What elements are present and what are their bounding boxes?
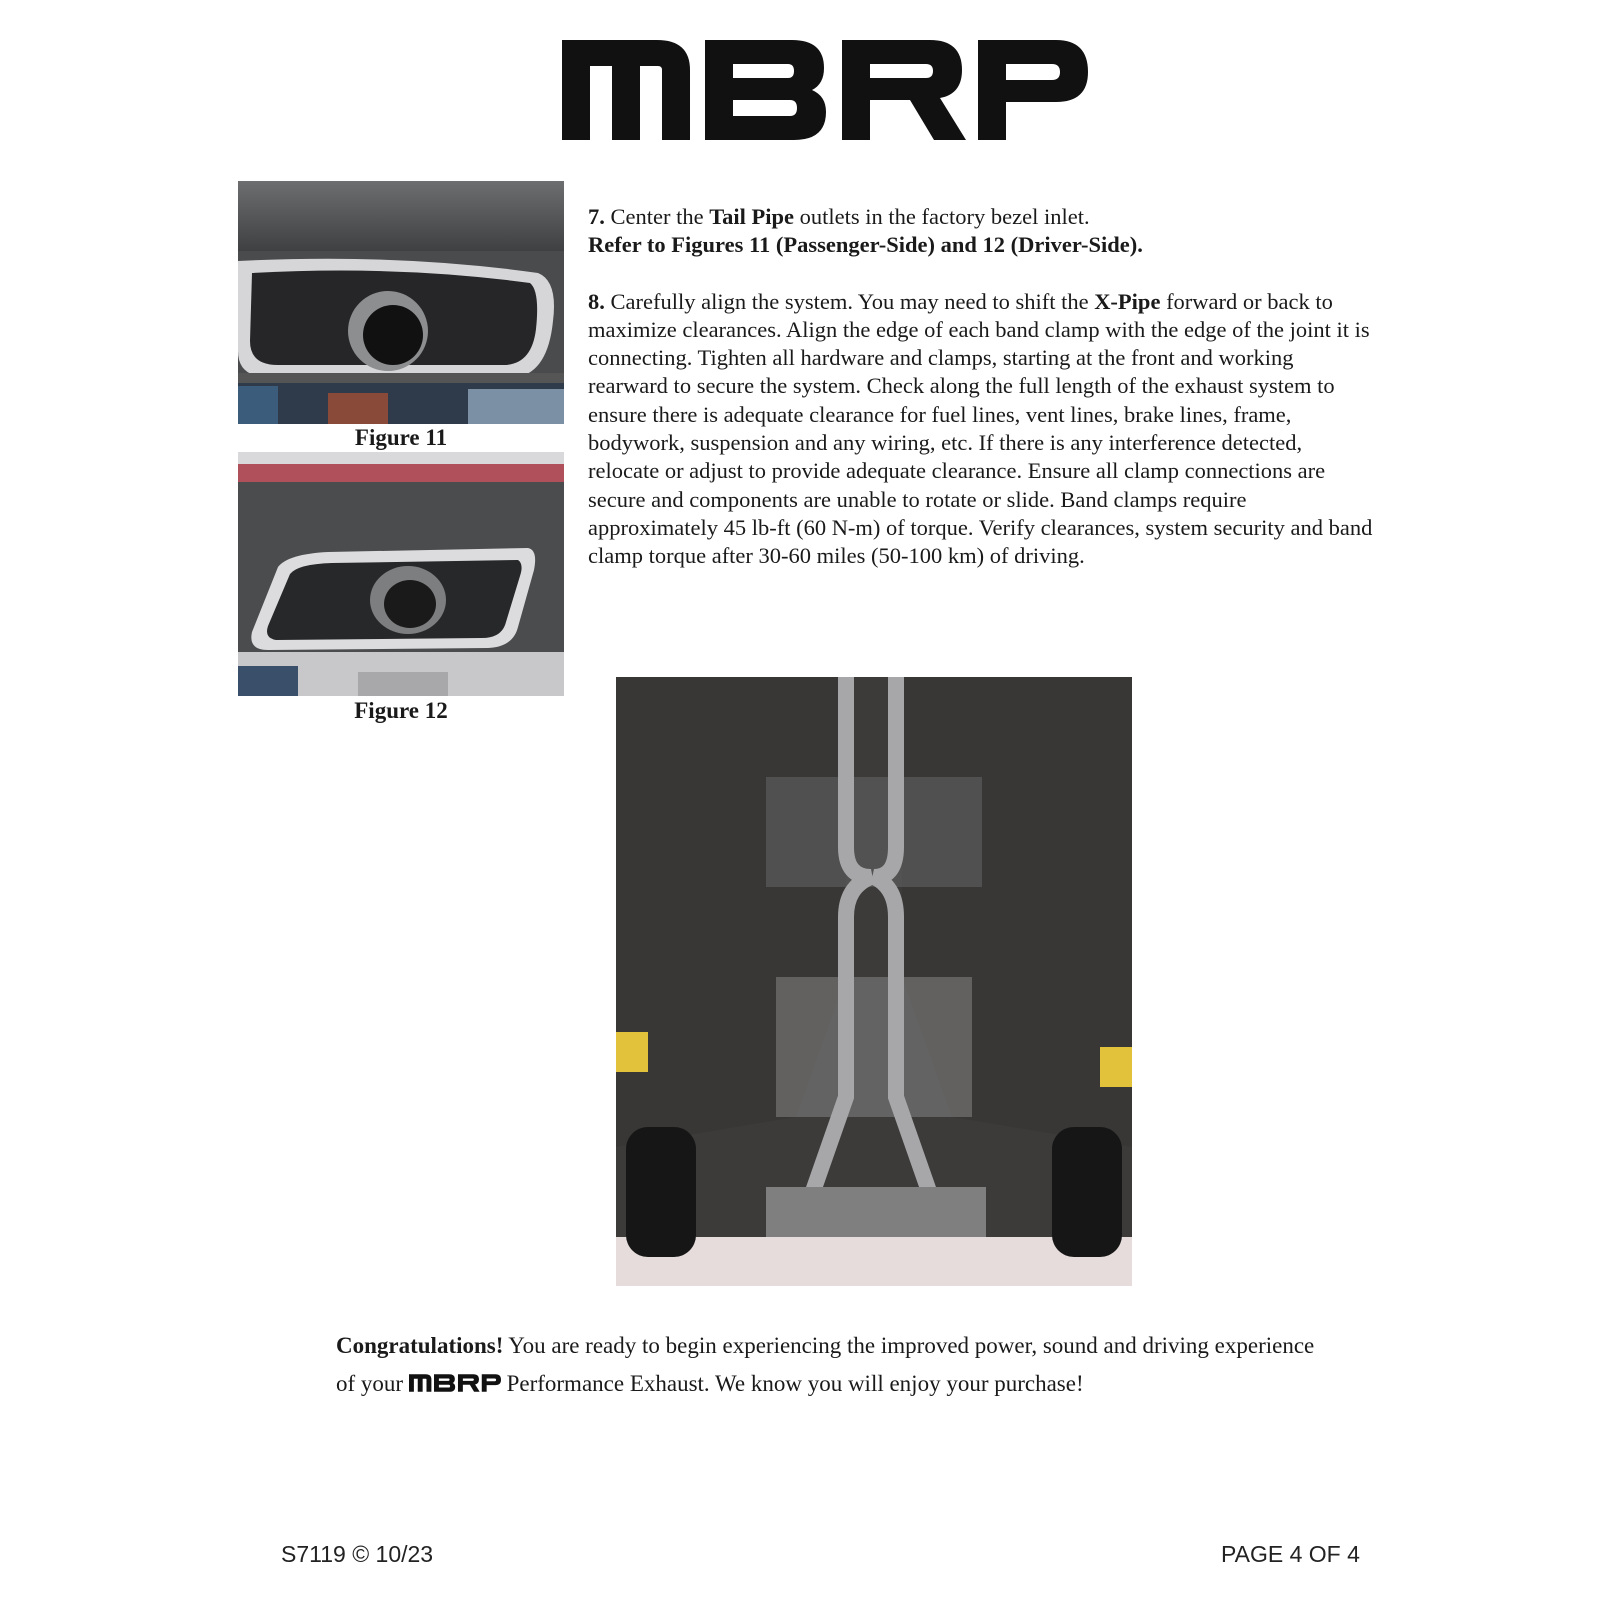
step-7-number: 7. (588, 204, 605, 229)
step-7-text: Center the (604, 204, 710, 229)
figure-11-caption: Figure 11 (354, 425, 448, 450)
step-8-text-end: forward or back to maximize clearances. Align the edge of each band clamp with the edge of the joint it is connecting. Tighten all hardware and clamps, starting at the front and working rearward to secure the system. Check along the full length of the exhaust system to ensure there is adequate clearance for fuel lines, vent lines, brake lines, frame, bodywork, suspension and any wiring, etc. If there is any interference detected, relocate or adjust to provide adequate clearance. Ensure all clamp connections are secure and components are unable to rotate or slide. Band clamps require approximately 45 lb-ft (60 N-m) of torque. Verify clearances, system security and band clamp torque after 30-60 miles (50-100 km) of driving. (588, 288, 1373, 569)
figure-12-caption: Figure 12 (354, 698, 448, 723)
mbrp-inline-logo (409, 1372, 501, 1394)
tail-pipe-term: Tail Pipe (709, 204, 795, 229)
closing-text: You are ready to begin experiencing the improved power, sound and driving experience of your (336, 1333, 1315, 1396)
congratulations-text: Congratulations! (336, 1333, 504, 1358)
step-8 (588, 288, 1378, 571)
figure-reference: Refer to Figures 11 (Passenger-Side) and 12 (Driver-Side). (588, 232, 1143, 258)
footer-page-number: PAGE 4 OF 4 (1221, 1541, 1360, 1567)
figure-12-photo (238, 452, 564, 696)
footer-doc-code: S7119 © 10/23 (281, 1541, 434, 1567)
underbody-exhaust-photo (616, 677, 1132, 1286)
mbrp-logo (562, 40, 1088, 140)
step-8-number: 8. (588, 288, 605, 314)
instruction-steps (588, 203, 1378, 599)
closing-text-end: Performance Exhaust. We know you will enjoy your purchase! (500, 1371, 1084, 1396)
figure-11-photo (238, 181, 564, 424)
closing-message (336, 1327, 1316, 1403)
step-7-text-end: outlets in the factory bezel inlet. (794, 204, 1090, 229)
step-7 (588, 203, 1378, 260)
x-pipe-term: X-Pipe (1094, 288, 1161, 314)
step-8-text: Carefully align the system. You may need to shift the (604, 288, 1095, 314)
